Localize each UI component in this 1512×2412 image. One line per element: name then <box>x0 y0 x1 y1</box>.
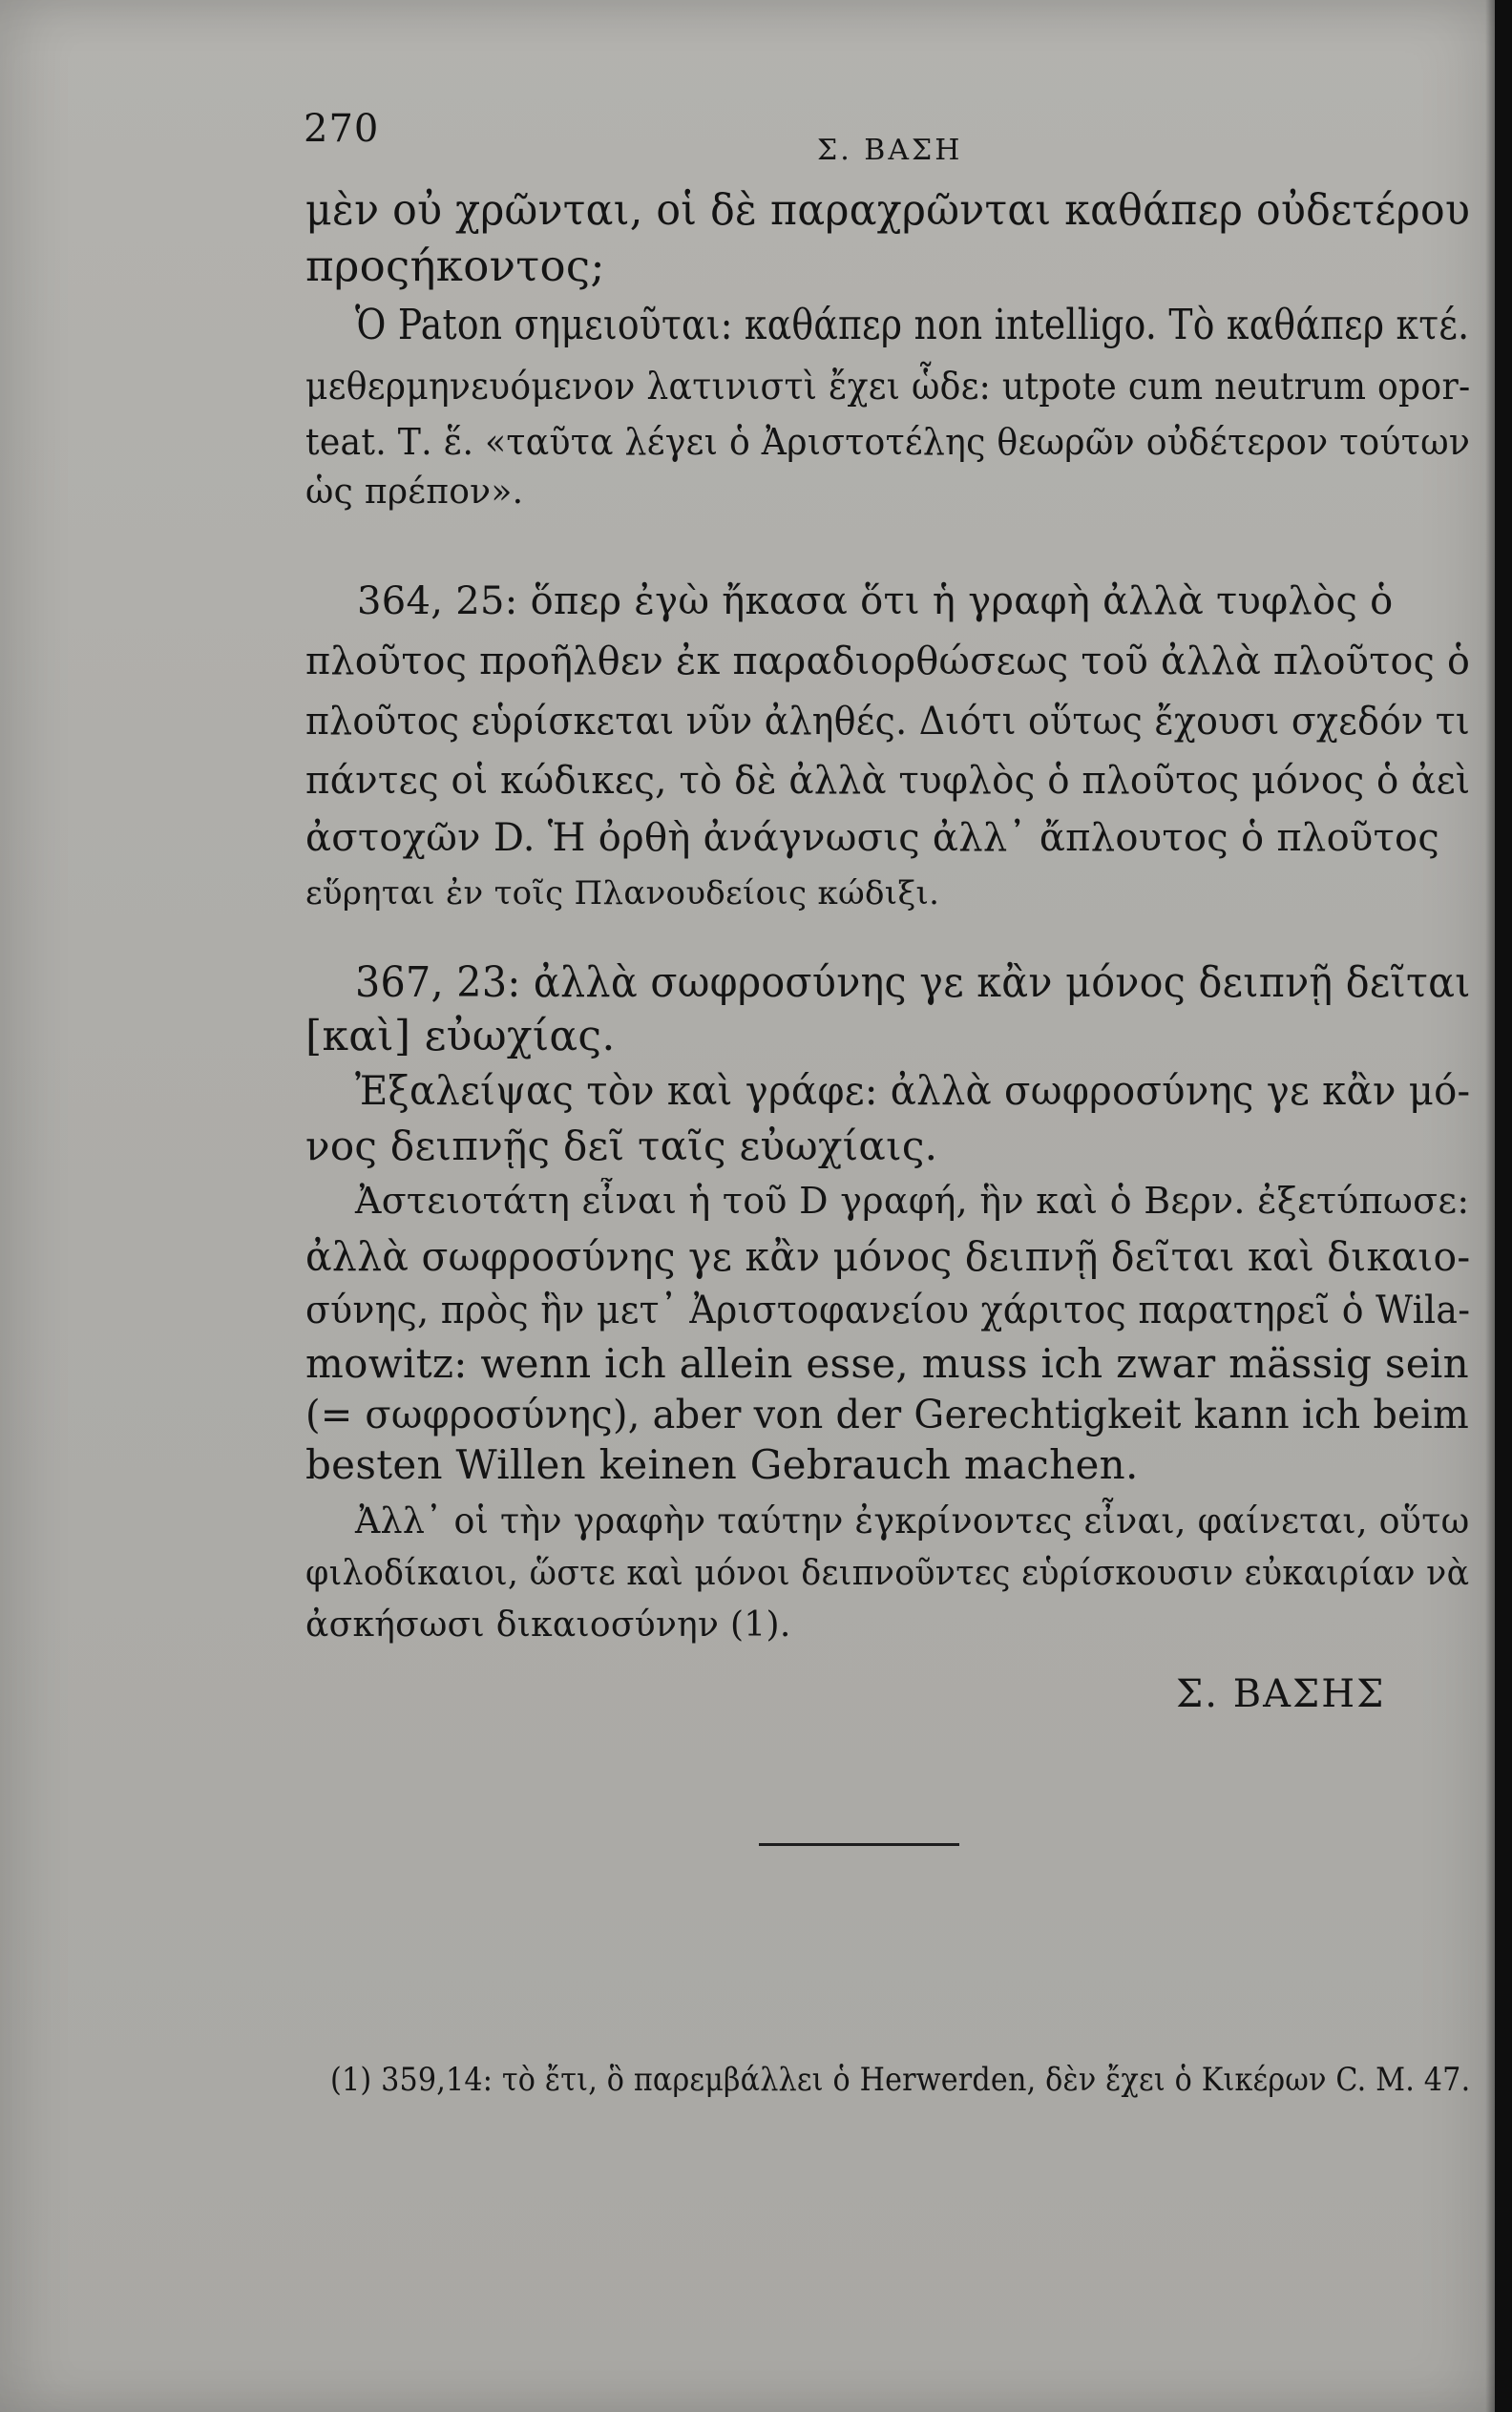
text-line: εὕρηται ἐν τοῖς Πλανουδείοις κώδιξι. <box>305 874 940 912</box>
text-line: (= σωφροσύνης), aber von der Gerechtigkeit kann ich beim <box>305 1392 1470 1437</box>
text-line: νος δειπνῇς δεῖ ταῖς εὐωχίαις. <box>305 1122 938 1169</box>
text-line: Ἀλλ᾽ οἱ τὴν γραφὴν ταύτην ἐγκρίνοντες εἶναι, φαίνεται, οὕτω <box>355 1500 1470 1542</box>
text-line: μεθερμηνευόμενον λατινιστὶ ἔχει ὧδε: utpote cum neutrum opor- <box>305 366 1471 409</box>
text-line: μὲν οὐ χρῶνται, οἱ δὲ παραχρῶνται καθάπερ οὐδετέρου <box>305 184 1471 235</box>
text-line: besten Willen keinen Gebrauch machen. <box>305 1441 1139 1488</box>
text-line: ἀσκήσωσι δικαιοσύνην (1). <box>305 1605 791 1645</box>
text-line: ὡς πρέπον». <box>305 472 524 512</box>
text-line: φιλοδίκαιοι, ὥστε καὶ μόνοι δειπνοῦντες εὑρίσκουσιν εὐκαιρίαν νὰ <box>305 1554 1470 1593</box>
text-line: Ἀστειοτάτη εἶναι ἡ τοῦ D γραφή, ἣν καὶ ὁ Βερν. ἐξετύπωσε: <box>355 1180 1470 1222</box>
text-line: σύνης, πρὸς ἣν μετ᾽ Ἀριστοφανείου χάριτος παρατηρεῖ ὁ Wila- <box>305 1289 1471 1332</box>
page-number: 270 <box>304 107 380 151</box>
text-line: teat. Τ. ἕ. «ταῦτα λέγει ὁ Ἀριστοτέλης θεωρῶν οὐδέτερον τούτων <box>305 421 1471 463</box>
text-line: ἀστοχῶν D. Ἡ ὀρθὴ ἀνάγνωσις ἀλλ᾽ ἄπλουτος ὁ πλοῦτος <box>305 816 1440 860</box>
page-edge-shadow <box>1495 0 1512 2412</box>
text-line: προςήκοντος; <box>305 241 605 291</box>
text-line: Ὁ Paton σημειοῦται: καθάπερ non intelligo. Τὸ καθάπερ κτέ. <box>355 301 1470 349</box>
text-line: 364, 25: ὅπερ ἐγὼ ἤκασα ὅτι ἡ γραφὴ ἀλλὰ τυφλὸς ὁ <box>357 579 1394 623</box>
author-signature: Σ. ΒΑΣΗΣ <box>1176 1672 1386 1716</box>
text-line: [καὶ] εὐωχίας. <box>305 1012 616 1060</box>
footnote: (1) 359,14: τὸ ἔτι, ὃ παρεμβάλλει ὁ Herwerden, δὲν ἔχει ὁ Κικέρων C. M. 47. <box>330 2061 1471 2099</box>
page-edge-gradient <box>1485 0 1495 2412</box>
text-line: mowitz: wenn ich allein esse, muss ich zwar mässig sein <box>305 1340 1469 1387</box>
text-line: Ἐξαλείψας τὸν καὶ γράφε: ἀλλὰ σωφροσύνης γε κἂν μό- <box>355 1067 1471 1114</box>
footnote-divider <box>759 1843 959 1846</box>
text-line: πλοῦτος εὑρίσκεται νῦν ἀληθές. Διότι οὕτως ἔχουσι σχεδόν τι <box>305 700 1471 744</box>
text-line: πάντες οἱ κώδικες, τὸ δὲ ἀλλὰ τυφλὸς ὁ πλοῦτος μόνος ὁ ἀεὶ <box>305 759 1471 803</box>
text-line: πλοῦτος προῆλθεν ἐκ παραδιορθώσεως τοῦ ἀλλὰ πλοῦτος ὁ <box>305 640 1471 683</box>
running-title: Σ. ΒΑΣΗ <box>817 134 963 167</box>
text-line: 367, 23: ἀλλὰ σωφροσύνης γε κἂν μόνος δειπνῇ δεῖται <box>355 958 1471 1007</box>
text-line: ἀλλὰ σωφροσύνης γε κἂν μόνος δειπνῇ δεῖται καὶ δικαιο- <box>305 1233 1471 1280</box>
